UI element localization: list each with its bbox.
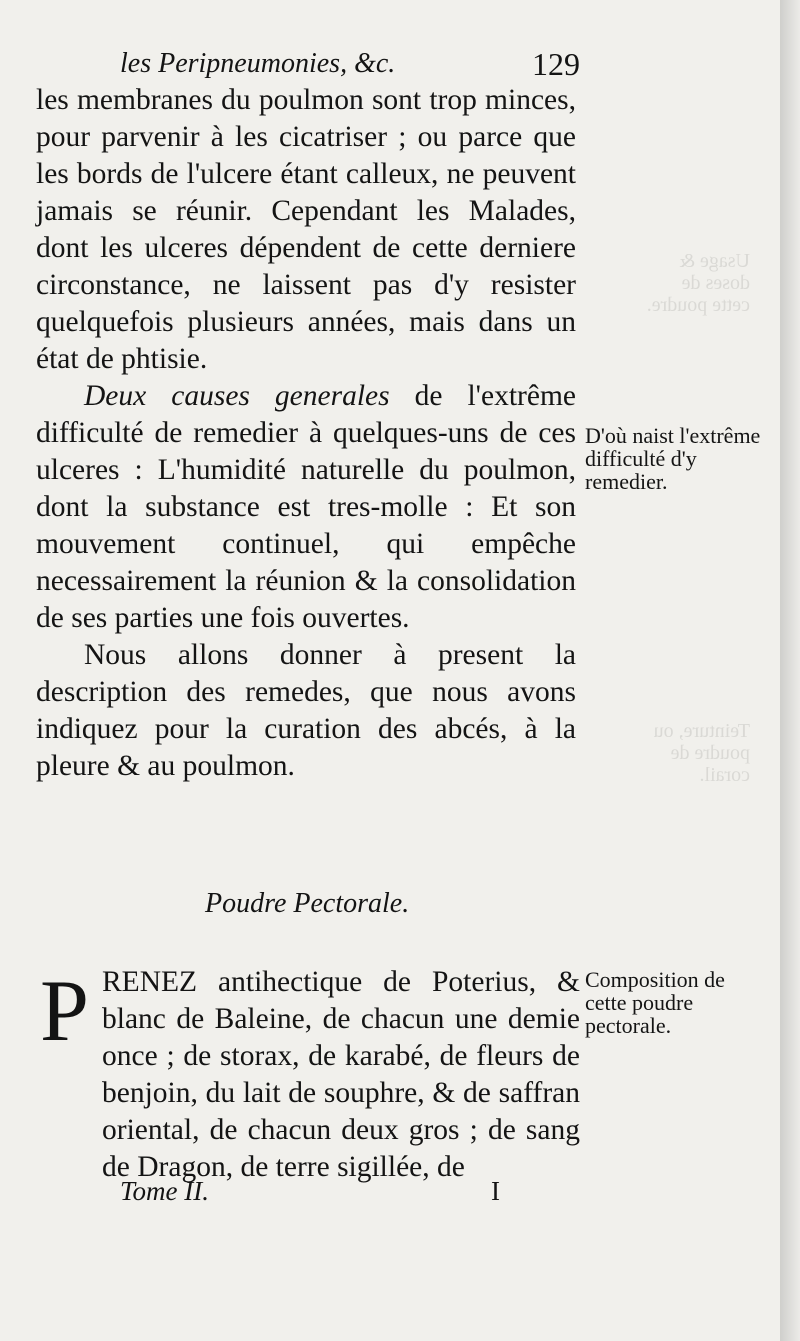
bleed-through-text-2: Teinture, ou poudre de corail. <box>653 720 750 786</box>
section-title: Poudre Pectorale. <box>205 888 410 919</box>
gathering-signature: I <box>491 1176 500 1206</box>
paragraph-1: les membranes du poulmon sont trop minces, pour parvenir à les cicatriser ; ou parce que les bords de l'ulcere étant calleux, ne peuvent jamais se réunir. Cependant les Malades, dont les ulceres dépendent de cette derniere circonstance, ne laissent pas d'y resister quelquefois plusieurs années, mais dans un état de phtisie. <box>36 84 576 375</box>
paragraph-2-italic-lead: Deux causes generales <box>84 380 390 412</box>
paragraph-3: Nous allons donner à present la description des remedes, que nous avons indiquez pour la curation des abcés, à la pleure & au poulmon. <box>36 639 576 782</box>
margin-note-composition: Composition de cette poudre pectorale. <box>585 967 725 1038</box>
paragraph-2 <box>36 378 576 637</box>
recipe-first-word: RENEZ <box>102 966 219 998</box>
recipe-paragraph <box>40 964 580 1186</box>
page-edge <box>780 0 800 1341</box>
recipe-body: antihectique de Poterius, & blanc de Baleine, de chacun une demie once ; de storax, de karabé, de fleurs de benjoin, du lait de souphre, & de saffran oriental, de chacun deux gros ; de sang de Dragon, de terre sigillée, de <box>102 966 580 1183</box>
running-head: les Peripneumonies, &c. <box>120 48 396 79</box>
page-footer <box>120 1176 500 1216</box>
main-text <box>36 82 576 785</box>
page-number: 129 <box>532 46 580 82</box>
drop-cap: P <box>40 963 89 1060</box>
paragraph-2-rest: de l'extrême difficulté de remedier à quelques-uns de ces ulceres : L'humidité naturelle du poulmon, dont la substance est tres-molle : Et son mouvement continuel, qui empêche necessairement la réunion & la consolidation de ses parties une fois ouvertes. <box>36 380 576 634</box>
volume-signature: Tome II. <box>120 1176 210 1206</box>
bleed-through-text-1: Usage & doses de cette poudre. <box>646 250 750 316</box>
recipe-text <box>40 964 580 1186</box>
margin-note-difficulty: D'où naist l'extrême difficulté d'y remedier. <box>585 423 761 494</box>
